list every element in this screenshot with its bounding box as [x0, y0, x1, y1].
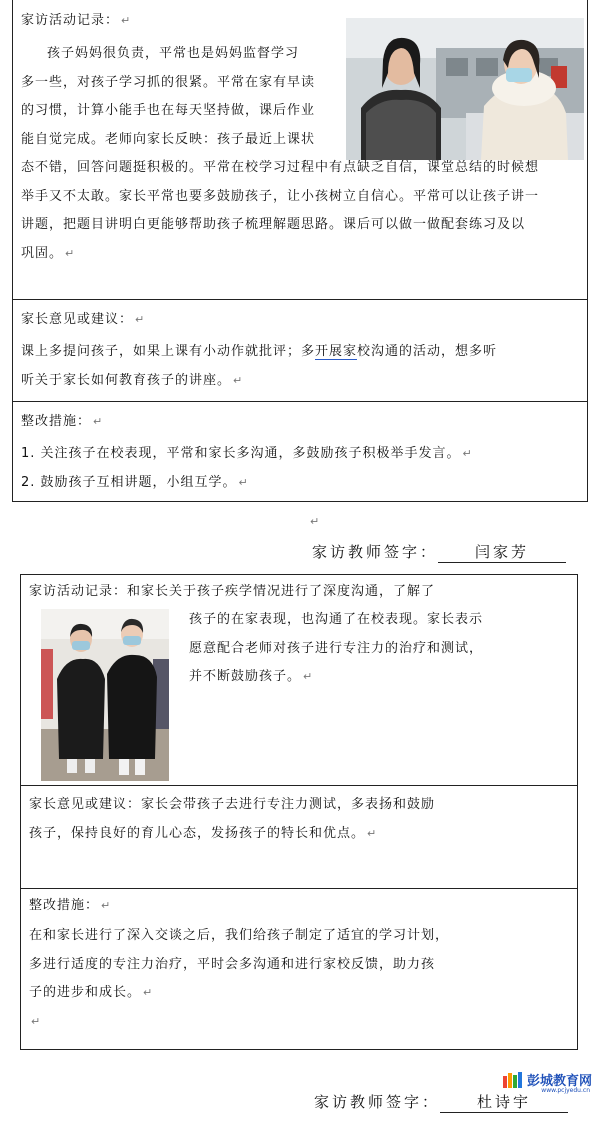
- record2-opinion-row: [21, 785, 577, 888]
- record1-measures-title: 整改措施： ↵: [21, 414, 104, 429]
- record-table-2: [20, 574, 578, 1050]
- record1-line: 讲题，把题目讲明白更能够帮助孩子梳理解题思路。课后可以做一做配套练习及以: [21, 217, 526, 232]
- record1-line: 举手又不太敢。家长平常也要多鼓励孩子，让小孩树立自信心。平常可以让孩子讲一: [21, 188, 540, 204]
- record1-opinion-line: 听关于家长如何教育孩子的讲座。 ↵: [21, 372, 244, 388]
- record1-line: 的习惯，计算小能手也在每天坚持做，课后作业: [21, 103, 316, 118]
- record1-line: 巩固。 ↵: [21, 245, 76, 261]
- watermark-url: www.pcjyedu.cn: [541, 1087, 590, 1094]
- record2-line: 愿意配合老师对孩子进行专注力的治疗和测试，: [189, 640, 484, 656]
- record1-line: 多一些，对孩子学习抓的很紧。平常在家有早读: [21, 74, 316, 90]
- record2-measure-line: 在和家长进行了深入交谈之后，我们给孩子制定了适宜的学习计划，: [29, 928, 450, 943]
- signature-1-label: 家访教师签字：: [312, 543, 439, 561]
- blank-paragraph-mark: ↵: [310, 515, 321, 528]
- signature-1: [312, 541, 566, 563]
- book-logo-icon: [503, 1072, 523, 1088]
- photo-1-image: [346, 18, 584, 160]
- signature-2-label: 家访教师签字：: [314, 1093, 441, 1111]
- record1-text-narrow: [21, 40, 351, 154]
- home-visit-photo-2: [41, 609, 169, 781]
- record1-measure-item: 1. 关注孩子在校表现，平常和家长多沟通，多鼓励孩子积极举手发言。 ↵: [21, 446, 473, 461]
- record2-measure-line: 子的进步和成长。 ↵: [29, 985, 154, 1000]
- record1-measures-list: [21, 440, 581, 497]
- record1-opinion-text: [21, 338, 581, 395]
- signature-2-name: 杜诗宇: [440, 1091, 568, 1113]
- record-table-1: [12, 0, 588, 502]
- record2-measure-line: 多进行适度的专注力治疗，平时会多沟通和进行家校反馈，助力孩: [29, 956, 436, 972]
- record2-measures-title: 整改措施： ↵: [29, 898, 112, 913]
- spellcheck-underline: 开展家: [315, 344, 358, 359]
- signature-2: [314, 1091, 568, 1113]
- record2-opinion-line: 孩子，保持良好的育儿心态，发扬孩子的特长和优点。 ↵: [29, 825, 378, 841]
- record1-opinion-title: 家长意见或建议： ↵: [21, 312, 146, 327]
- home-visit-photo-1: [346, 18, 584, 160]
- record2-text-side: [189, 606, 569, 692]
- record2-opinion-text: [29, 791, 574, 848]
- record1-opinion-row: [13, 299, 587, 401]
- record2-empty-line: ↵: [31, 1014, 42, 1028]
- record1-text-full: [21, 154, 581, 268]
- record2-line: 并不断鼓励孩子。 ↵: [189, 669, 314, 684]
- record2-opinion-line: 家长意见或建议：家长会带孩子去进行专注力测试，多表扬和鼓励: [29, 797, 436, 812]
- record2-measures-row: [21, 888, 577, 1051]
- watermark-name: 彭城教育网: [526, 1074, 592, 1089]
- record1-line: 态不错，回答问题挺积极的。平常在校学习过程中有点缺乏自信，课堂总结的时候想: [21, 160, 540, 175]
- record1-line: 能自觉完成。老师向家长反映：孩子最近上课状: [21, 131, 316, 147]
- record1-opinion-line: 课上多提问孩子，如果上课有小动作就批评；多开展家校沟通的活动，想多听: [21, 344, 498, 359]
- record1-measure-item: 2. 鼓励孩子互相讲题，小组互学。 ↵: [21, 474, 249, 490]
- record2-line: 家访活动记录：和家长关于孩子疾学情况进行了深度沟通，了解了: [29, 584, 436, 599]
- record2-measures-text: [29, 922, 574, 1036]
- record2-line: 孩子的在家表现，也沟通了在校表现。家长表示: [189, 612, 484, 627]
- record2-text: [29, 578, 574, 607]
- photo-2-image: [41, 609, 169, 781]
- record1-line: 孩子妈妈很负责，平常也是妈妈监督学习: [47, 46, 300, 61]
- record1-measures-row: [13, 401, 587, 503]
- signature-1-name: 闫家芳: [438, 541, 566, 563]
- record1-title: 家访活动记录： ↵: [21, 13, 132, 28]
